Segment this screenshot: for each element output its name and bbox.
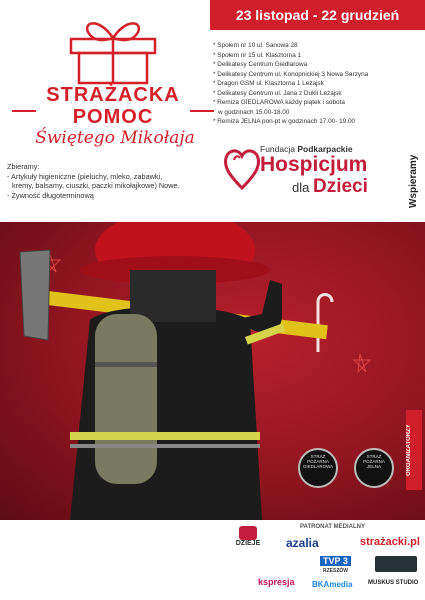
location-list [213,41,423,127]
hospice-dzieci: Dzieci [312,176,368,197]
footer-panel [0,520,425,600]
logo-kspresja: kspresja [258,577,295,587]
collection-heading: Zbieramy: [7,162,40,171]
collection-info [7,162,202,200]
decor-line-left [12,110,36,112]
hospice-name-line3 [292,176,368,198]
air-tank [95,314,157,484]
decor-line-right [190,110,214,112]
collection-item: - Artykuły higieniczne (pieluchy, mleko, zabawki, [7,171,163,181]
header-panel [0,0,425,222]
logo-bkamedia: BKAmedia [312,580,353,589]
dzieje-mark [239,526,257,540]
hospice-prefix: Fundacja [260,144,295,154]
patrons-label: PATRONAT MEDIALNY [300,524,365,530]
badge-jelna: STRAŻ POŻARNA JELNA [354,448,394,488]
location-item: w godzinach 15.00-18.00 [218,108,290,116]
location-item: * Remiza JELNA pon-pt w godzinach 17.00- 19.00 [213,118,356,125]
hospice-dla: dla [292,180,310,195]
location-item: * Remiza GIEDLAROWA każdy piątek i sobota [213,99,345,106]
badge-giedlarowa: STRAŻ POŻARNA GIEDLAROWA [298,448,338,488]
logo-dzieje [232,526,264,547]
support-label: Wspieramy [408,154,419,208]
location-item: * Delikatesy Centrum ul. Jana z Dukli Leżajsk [213,89,342,97]
gift-icon [67,12,159,92]
hospice-region: Podkarpackie [297,144,353,154]
location-item: * Dragon GSM ul. Klasztorna 1 Leżajsk [213,80,324,87]
location-item: * Społem nr 10 ul. Sanowa 28 [213,42,298,49]
hospice-logo [222,142,402,198]
axe-head [20,250,50,340]
campaign-title-line1: STRAŻACKA [46,84,180,106]
logo-radio [375,556,417,572]
collection-item: kremy, balsamy, ciuszki, paczki mikołajkowe) Nowe. [12,181,180,191]
dzieje-text: DZIEJE [235,540,261,547]
logo-azalia: azalia [286,536,319,550]
campaign-script-title: Świętego Mikołaja [35,128,195,148]
logo-rzeszow: RZESZÓW [323,568,348,574]
date-banner: 23 listopad - 22 grudzień [210,0,425,30]
logo-strazacki: strażacki.pl [360,536,420,548]
hospice-name-line2: Hospicjum [260,153,368,176]
star-icon [354,354,370,372]
collection-item: - Żywność długoterminową [7,190,94,200]
firefighter-scene [0,222,425,520]
organizers-label: ORGANIZATORZY [406,410,422,490]
logo-tvp3: TVP 3 [320,556,351,566]
location-item: * Delikatesy Centrum Giedlarowa [213,61,308,68]
campaign-title-line2: POMOC [72,106,154,128]
candy-cane-icon [318,295,332,353]
location-item: * Delikatesy Centrum ul. Konopnickiej 3 Nowa Sarzyna [213,70,369,78]
location-item: * Społem nr 15 ul. Klasztorna 1 [213,51,302,59]
heart-icon [222,144,262,192]
logo-muskus: MUSKUS STUDIO [368,580,419,586]
